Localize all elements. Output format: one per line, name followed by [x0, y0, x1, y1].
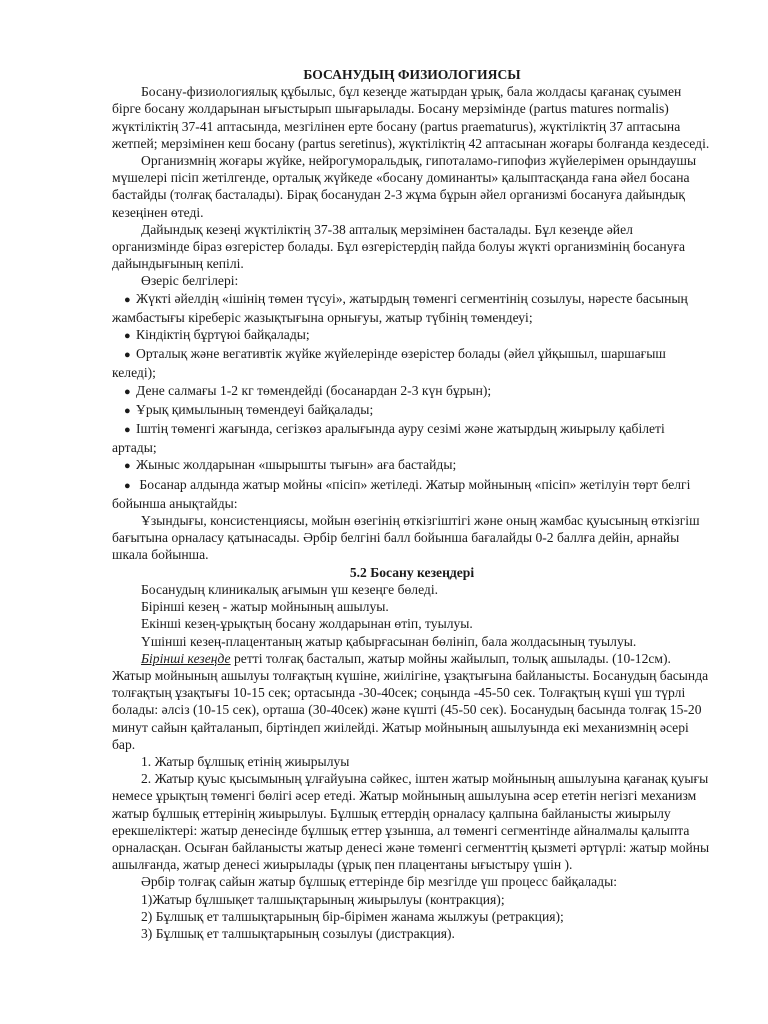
paragraph-mechanism-2: 2. Жатыр қуыс қысымының ұлғайуына сәйкес, іштен жатыр мойнының ашылуына қағанақ қуығы немесе ұрықтың төменгі бөлігі әсер етеді. Жатыр мойнының ашылуына әсер ететін негізгі механизм жатыр бұлшық еттерінің жиырылуы. Бұлшық еттердің орналасу қалпына байланысты жиырылу ерекшеліктері: жатыр денесінде бұлшық еттер ұзынша, ал төменгі сегментінде айналмалы қалыпта орналасқан. Осыған байланысты жатыр денесі және төменгі сегменттің қызметі әртүрлі: жатыр мойны ашылғанда, жатыр денесі жиырылады (ұрық пен плацентаны ығыстыру үшін ).: [112, 771, 710, 873]
page-title: БОСАНУДЫҢ ФИЗИОЛОГИЯСЫ: [303, 67, 521, 82]
list-item: ● Орталық және вегативтік жүйке жүйелерінде өзерістер болады (әйел ұйқышыл, шаршағыш келеді);: [112, 346, 666, 381]
document-page: [112, 62, 712, 942]
paragraph-mechanism-1: 1. Жатыр бұлшық етінің жиырылуы: [141, 753, 350, 769]
section-title: 5.2 Босану кезеңдері: [349, 564, 475, 580]
bullet-icon: ●: [124, 330, 131, 343]
paragraph-stage-2: Екінші кезең-ұрықтың босану жолдарынан өтіп, туылуы.: [141, 616, 473, 632]
bullet-icon: ●: [124, 404, 131, 417]
paragraph-intro-2: Организмнің жоғары жүйке, нейрогуморальдық, гипоталамо-гипофиз жүйелерімен орындаушы мүшелері пісіп жетілгенде, орталық жүйкеде «босану доминанты» қалыптасқанда ғана әйел босана бастайды (толғақ басталады). Бірақ босанудан 2-3 жұма бұрын әйел организмі босануға дайындық кезеңінен өтеді.: [112, 153, 697, 220]
list-item: ● Жүкті әйелдің «ішінің төмен түсуі», жатырдың төменгі сегментінің созылуы, нәресте басының жамбастығы кіреберіс жазықтығына орнығуы, жатыр түбінің төмендеуі;: [112, 290, 688, 325]
list-item: 3) Бұлшық ет талшықтарының созылуы (дистракция).: [141, 925, 455, 941]
list-item: ● Кіндіктің бұртүюі байқалады;: [112, 326, 712, 345]
first-stage-text: ретті толғақ басталып, жатыр мойны жайылып, толық ашылады. (10-12см). Жатыр мойнының ашылуы толғақтың күшіне, жиілігіне, ұзақтығына байланысты. Босанудың басында толғақтың ұзақтығы 10-15 сек; ортасында -30-40сек; соңында -45-50 сек. Толғақтың күші үш түрлі болады: әлсіз (10-15 сек), орташа (30-40сек) және күшті (45-50 сек). Босанудың басында толғақ 15-20 минут сайын қайталанып, біртіндеп жиілейді. Жатыр мойнының ашылуында екі механизмнің әсері бар.: [112, 650, 709, 752]
list-item: 2) Бұлшық ет талшықтарының бір-бірімен жанама жылжуы (ретракция);: [141, 908, 564, 924]
signs-list: [112, 290, 712, 512]
paragraph-processes-intro: Әрбір толғақ сайын жатыр бұлшық еттерінде бір мезгілде үш процесс байқалады:: [141, 874, 617, 890]
list-item: ● Жыныс жолдарынан «шырышты тығын» аға бастайды;: [112, 456, 712, 475]
bullet-icon: ●: [124, 460, 131, 473]
bullet-icon: ●: [124, 385, 131, 398]
paragraph-stages-intro: Босанудың клиникалық ағымын үш кезеңге бөледі.: [141, 581, 439, 597]
paragraph-stage-3: Үшінші кезең-плацентаның жатыр қабырғасынан бөлініп, бала жолдасының туылуы.: [141, 633, 637, 649]
bullet-icon: ●: [124, 293, 131, 306]
signs-heading: Өзеріс белгілері:: [141, 273, 239, 289]
first-stage-term: Бірінші кезеңде: [141, 650, 231, 666]
bullet-icon: ●: [124, 479, 131, 492]
paragraph-cervix-signs: Ұзындығы, консистенциясы, мойын өзегінің өткізгіштігі және оның жамбас қуысының өткізгіш бағытына орналасу қатынасады. Әрбір белгіні балл бойынша бағалайды 0-2 баллға дейін, арнайы шкала бойынша.: [112, 513, 700, 563]
list-item: ● Босанар алдында жатыр мойны «пісіп» жетіледі. Жатыр мойнының «пісіп» жетілуін төрт белгі бойынша анықтайды:: [112, 476, 691, 511]
list-item: ● Дене салмағы 1-2 кг төмендейді (босанардан 2-3 күн бұрын);: [112, 382, 712, 401]
processes-list: [112, 891, 712, 943]
bullet-icon: ●: [124, 349, 131, 362]
paragraph-intro-3: Дайындық кезеңі жүктіліктің 37-38 апталық мерзімінен басталады. Бұл кезеңде әйел организмінде біраз өзгерістер болады. Бұл өзгерістердің пайда болуы жүкті организмінің босануға дайындығының кепілі.: [112, 221, 686, 272]
list-item: ● Ұрық қимылының төмендеуі байқалады;: [112, 401, 712, 420]
list-item: ● Іштің төменгі жағында, сегізкөз аралығында ауру сезімі және жатырдың жиырылу қабілеті артады;: [112, 421, 665, 456]
list-item: 1)Жатыр бұлшықет талшықтарының жиырылуы (контракция);: [141, 891, 505, 907]
paragraph-intro-1: Босану-физиологиялық құбылыс, бұл кезеңде жатырдан ұрық, бала жолдасы қағанақ суымен бірге босану жолдарынан ығыстырып шығарылады. Босану мерзімінде (partus matures normalis) жүктіліктің 37-41 аптасында, мезгілінен ерте босану (partus praematurus), жүктіліктің 37 аптасына жетпей; мерзімінен кеш босану (partus seretinus), жүктіліктің 42 аптасынан жоғары болғанда кездеседі.: [112, 84, 710, 151]
paragraph-first-stage: [112, 650, 712, 753]
paragraph-stage-1: Бірінші кезең - жатыр мойнының ашылуы.: [141, 599, 389, 615]
bullet-icon: ●: [124, 424, 131, 437]
